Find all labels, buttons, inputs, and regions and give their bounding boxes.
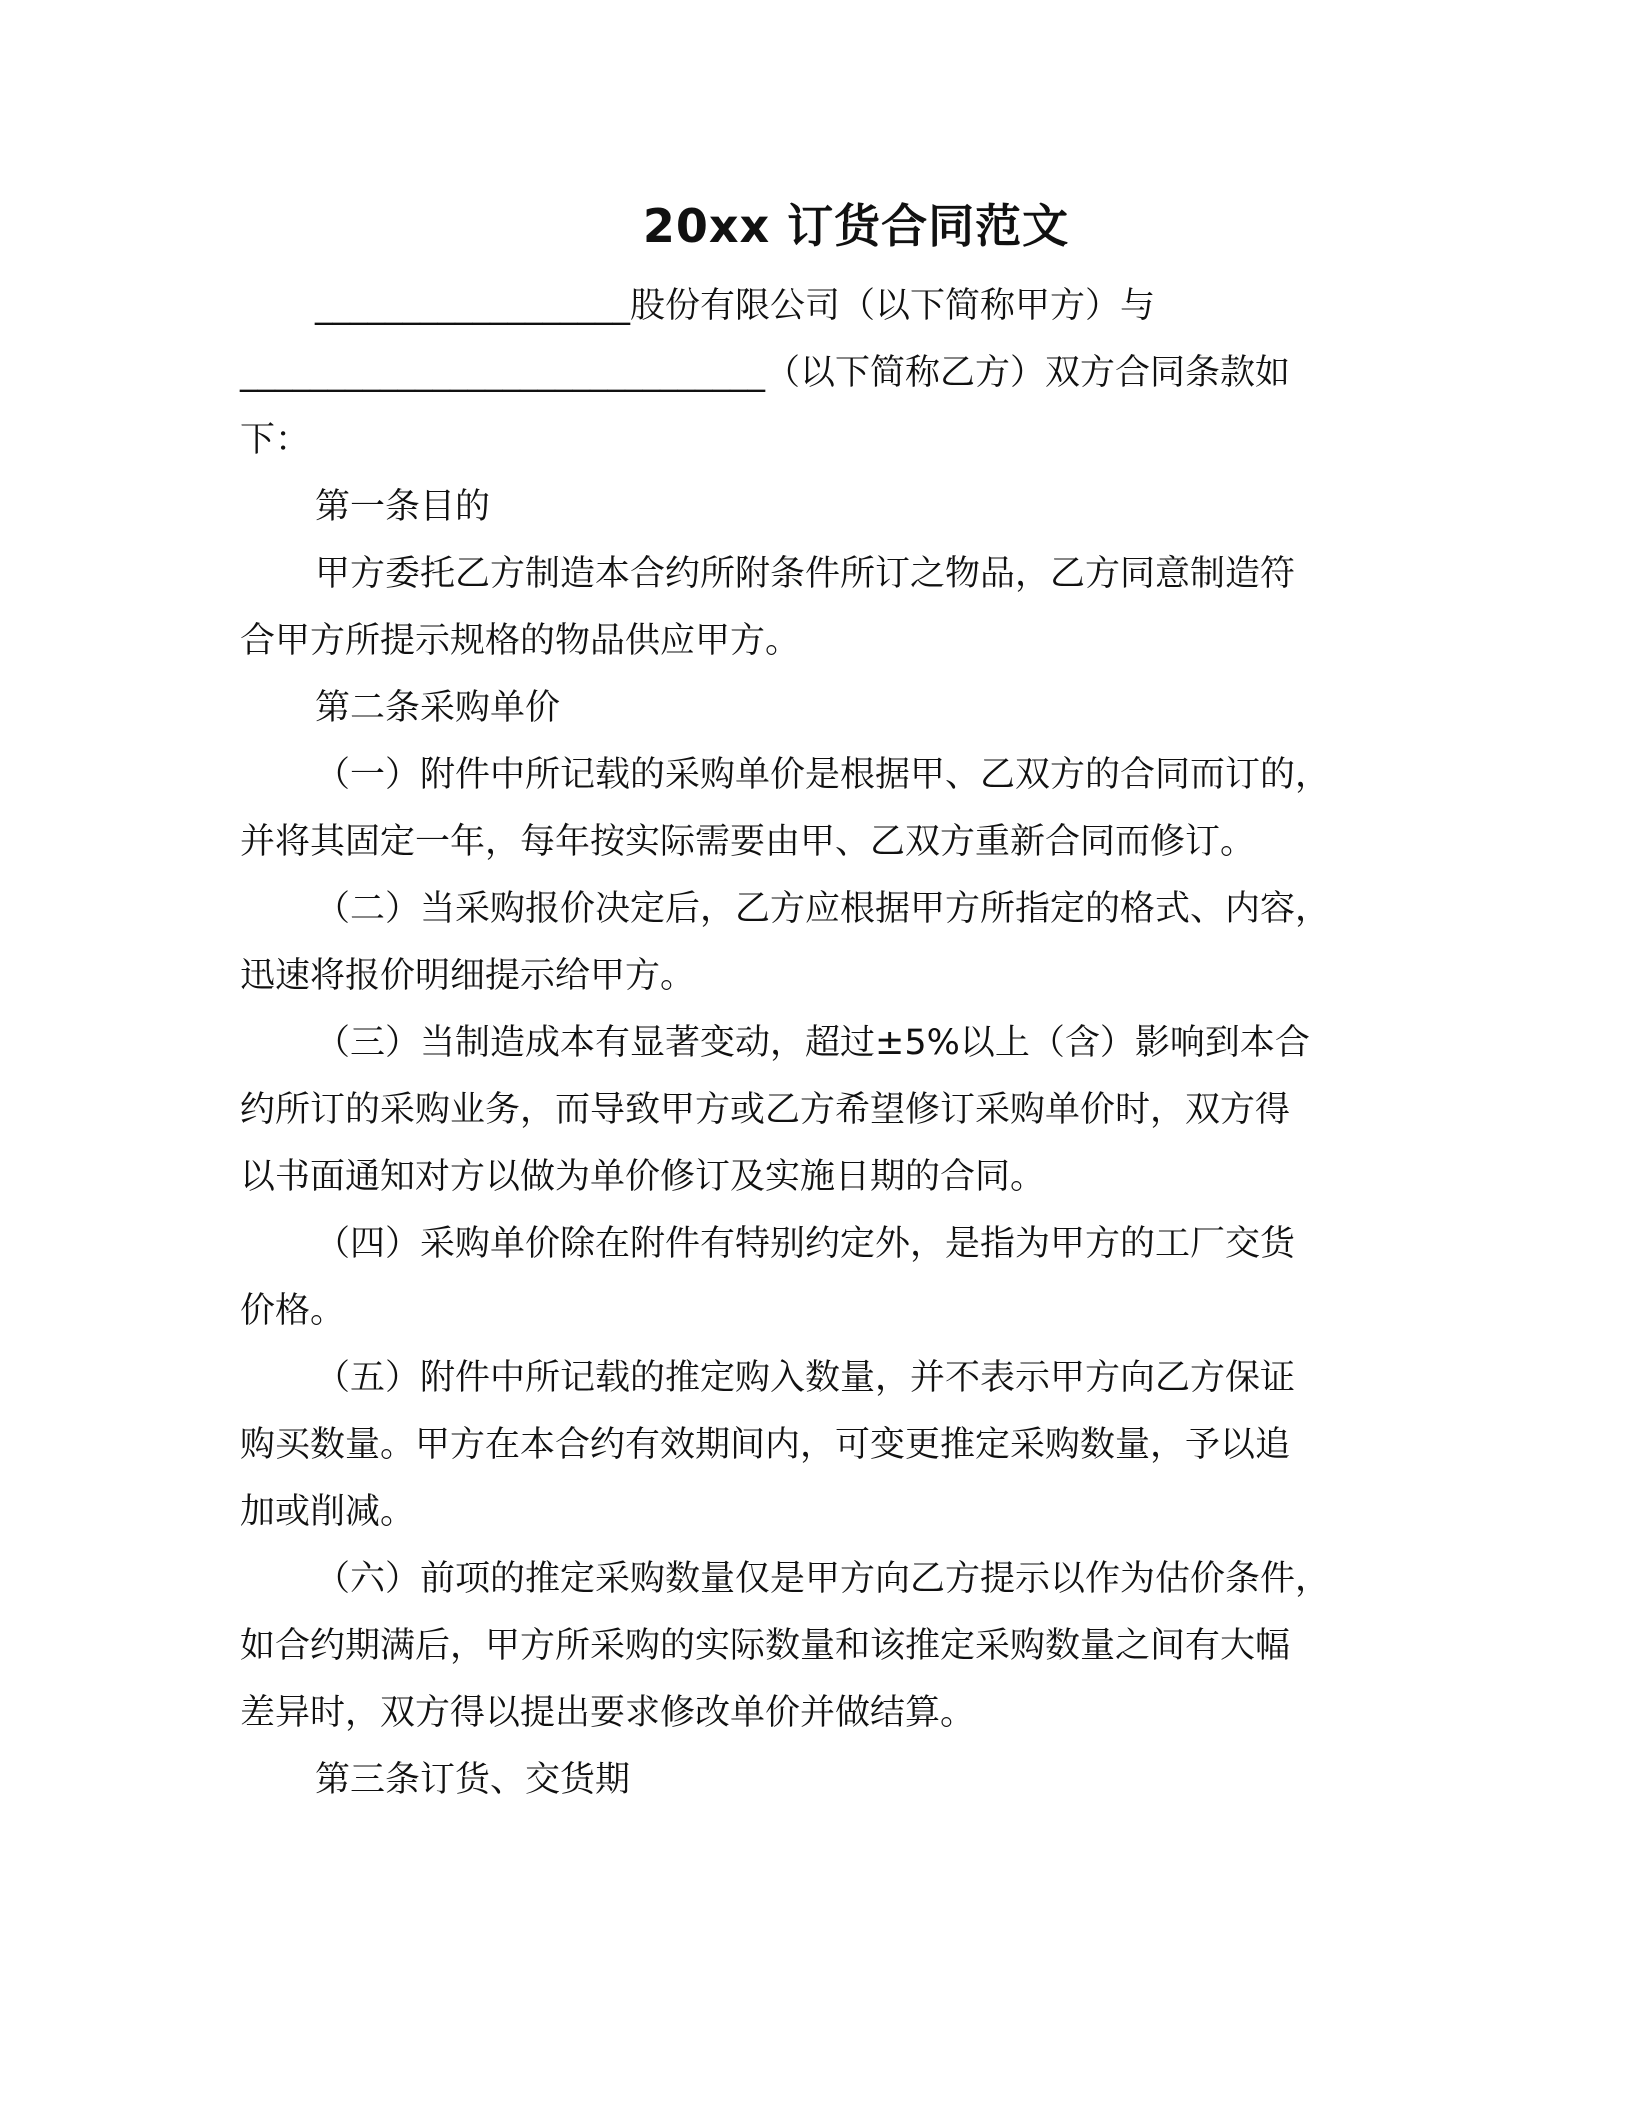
paragraph-line: 差异时，双方得以提出要求修改单价并做结算。 [240,1693,976,1733]
paragraph-line: （四）采购单价除在附件有特别约定外，是指为甲方的工厂交货 [315,1224,1296,1264]
paragraph-line: 合甲方所提示规格的物品供应甲方。 [240,621,801,661]
paragraph-line: （三）当制造成本有显著变动，超过±5%以上（含）影响到本合 [315,1023,1310,1063]
article-heading: 第一条目的 [315,487,491,527]
document-body [240,273,1380,1814]
paragraph-line: （五）附件中所记载的推定购入数量，并不表示甲方向乙方保证 [315,1358,1296,1398]
paragraph-line: __________________股份有限公司（以下简称甲方）与 [315,286,1156,326]
paragraph-line: 以书面通知对方以做为单价修订及实施日期的合同。 [240,1157,1046,1197]
paragraph-line: 甲方委托乙方制造本合约所附条件所订之物品，乙方同意制造符 [315,554,1296,594]
paragraph-line: 迅速将报价明细提示给甲方。 [240,956,696,996]
paragraph-line: 如合约期满后，甲方所采购的实际数量和该推定采购数量之间有大幅 [240,1626,1291,1666]
paragraph-line: 加或削减。 [240,1492,416,1532]
paragraph-line: （一）附件中所记载的采购单价是根据甲、乙双方的合同而订的， [315,755,1331,795]
paragraph-line: 购买数量。甲方在本合约有效期间内，可变更推定采购数量，予以追 [240,1425,1291,1465]
paragraph-line: 并将其固定一年，每年按实际需要由甲、乙双方重新合同而修订。 [240,822,1256,862]
article-heading: 第二条采购单价 [315,688,561,728]
paragraph-line: 价格。 [240,1291,346,1331]
paragraph-line: ______________________________（以下简称乙方）双方合同条款如 [240,353,1291,393]
paragraph-line: （二）当采购报价决定后，乙方应根据甲方所指定的格式、内容， [315,889,1331,929]
paragraph-line: 下： [240,420,311,460]
article-heading: 第三条订货、交货期 [315,1760,631,1800]
paragraph-line: （六）前项的推定采购数量仅是甲方向乙方提示以作为估价条件， [315,1559,1331,1599]
document-title: 20xx 订货合同范文 [642,199,1070,253]
paragraph-line: 约所订的采购业务，而导致甲方或乙方希望修订采购单价时，双方得 [240,1090,1291,1130]
